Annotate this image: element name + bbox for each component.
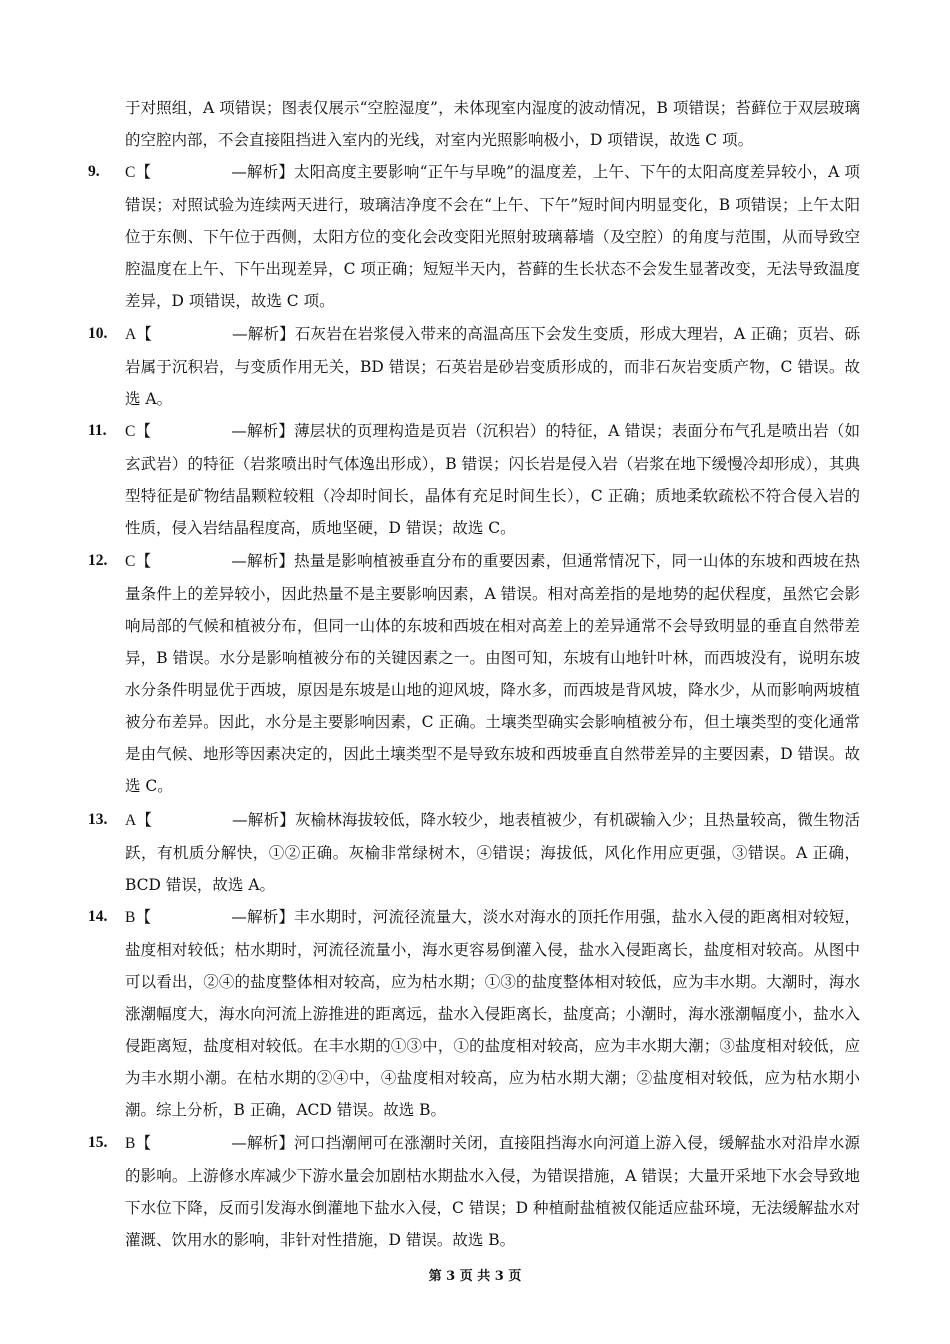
- answer-letter: C: [125, 164, 136, 181]
- answer-letter: B: [125, 1135, 136, 1152]
- answer-body: [125, 318, 860, 415]
- question-number: 14.: [88, 908, 108, 925]
- explanation-text: —解析】热量是影响植被垂直分布的重要因素，但通常情况下，同一山体的东坡和西坡在热量条件上的差异较小，因此热量不是主要影响因素，A 错误。相对高差指的是地势的起伏程度，虽然它会影响局部的气候和植被分布，但同一山体的东坡和西坡在相对高差上的差异通常不会导致明显的垂直自然带差异，B 错误。水分是影响植被分布的关键因素之一。由图可知，东坡有山地针叶林，而西坡没有，说明东坡水分条件明显优于西坡，原因是东坡是山地的迎风坡，降水多，而西坡是背风坡，降水少，从而影响两坡植被分布差异。因此，水分是主要影响因素，C 正确。土壤类型确实会影响植被分布，但土壤类型的变化通常是由气候、地形等因素决定的，因此土壤类型不是导致东坡和西坡垂直自然带差异的主要因素，D 错误。故选 C。: [125, 552, 860, 795]
- page-footer: 第 3 页 共 3 页: [428, 1269, 522, 1284]
- question-number: 9.: [88, 163, 100, 180]
- answer-bracket: 【: [135, 422, 152, 440]
- question-number: 13.: [88, 811, 108, 828]
- answer-letter: C: [125, 423, 136, 440]
- answer-bracket: 【: [135, 552, 152, 570]
- answer-bracket: 【: [136, 811, 153, 829]
- answer-letter: B: [125, 909, 136, 926]
- explanation-text: —解析】河口挡潮闸可在涨潮时关闭，直接阻挡海水向河道上游入侵，缓解盐水对沿岸水源的影响。上游修水库减少下游水量会加剧枯水期盐水入侵，为错误措施，A 错误；大量开采地下水会导致地下水位下降，反而引发海水倒灌地下盐水入侵，C 错误；D 种植耐盐植被仅能适应盐环境，无法缓解盐水对灌溉、饮用水的影响，非针对性措施，D 错误。故选 B。: [125, 1134, 860, 1249]
- answer-body: [125, 545, 860, 802]
- question-number: 10.: [88, 325, 108, 342]
- continuation-paragraph: 于对照组，A 项错误；图表仅展示“空腔湿度”，未体现室内湿度的波动情况，B 项错误；苔藓位于双层玻璃的空腔内部，不会直接阻挡进入室内的光线，对室内光照影响极小，D 项错误，故选 C 项。: [125, 99, 860, 149]
- answer-body: [125, 156, 860, 317]
- answer-bracket: 【: [135, 1134, 152, 1152]
- answer-letter: C: [125, 553, 136, 570]
- explanation-text: —解析】灰榆林海拔较低，降水较少，地表植被少，有机碳输入少；且热量较高，微生物活跃，有机质分解快，①②正确。灰榆非常绿树木，④错误；海拔低，风化作用应更强，③错误。A 正确，BCD 错误，故选 A。: [125, 811, 860, 894]
- answer-body: [125, 1127, 860, 1256]
- answer-bracket: 【: [135, 163, 152, 181]
- answer-body: [125, 415, 860, 544]
- question-number: 11.: [88, 422, 107, 439]
- answer-letter: A: [125, 326, 137, 343]
- answer-bracket: 【: [136, 325, 153, 343]
- answer-body: [125, 804, 860, 901]
- explanation-text: —解析】丰水期时，河流径流量大，淡水对海水的顶托作用强，盐水入侵的距离相对较短，盐度相对较低；枯水期时，河流径流量小，海水更容易倒灌入侵，盐水入侵距离长，盐度相对较高。从图中可以看出，②④的盐度整体相对较高，应为枯水期；①③的盐度整体相对较低，应为丰水期。大潮时，海水涨潮幅度大，海水向河流上游推进的距离远，盐水入侵距离长，盐度高；小潮时，海水涨潮幅度小，盐水入侵距离短，盐度相对较低。在丰水期的①③中，①的盐度相对较高，应为丰水期大潮；③盐度相对较低，应为丰水期小潮。在枯水期的②④中，④盐度相对较高，应为枯水期大潮；②盐度相对较低，应为枯水期小潮。综上分析，B 正确，ACD 错误。故选 B。: [125, 908, 860, 1119]
- answer-letter: A: [125, 812, 137, 829]
- explanation-text: —解析】薄层状的页理构造是页岩（沉积岩）的特征，A 错误；表面分布气孔是喷出岩（如玄武岩）的特征（岩浆喷出时气体逸出形成），B 错误；闪长岩是侵入岩（岩浆在地下缓慢冷却形成），其典型特征是矿物结晶颗粒较粗（冷却时间长，晶体有充足时间生长），C 正确；质地柔软疏松不符合侵入岩的性质，侵入岩结晶程度高，质地坚硬，D 错误；故选 C。: [125, 422, 860, 537]
- answer-bracket: 【: [135, 908, 152, 926]
- answer-body: [125, 901, 860, 1126]
- question-number: 15.: [88, 1134, 108, 1151]
- explanation-text: —解析】石灰岩在岩浆侵入带来的高温高压下会发生变质，形成大理岩，A 正确；页岩、砾岩属于沉积岩，与变质作用无关，BD 错误；石英岩是砂岩变质形成的，而非石灰岩变质产物，C 错误。故选 A。: [125, 325, 860, 408]
- question-number: 12.: [88, 552, 108, 569]
- explanation-text: —解析】太阳高度主要影响“正午与早晚”的温度差，上午、下午的太阳高度差异较小，A 项错误；对照试验为连续两天进行，玻璃洁净度不会在“上午、下午”短时间内明显变化，B 项错误；上午太阳位于东侧、下午位于西侧，太阳方位的变化会改变阳光照射玻璃幕墙（及空腔）的角度与范围，从而导致空腔温度在上午、下午出现差异，C 项正确；短短半天内，苔藓的生长状态不会发生显著改变，无法导致温度差异，D 项错误，故选 C 项。: [125, 163, 860, 310]
